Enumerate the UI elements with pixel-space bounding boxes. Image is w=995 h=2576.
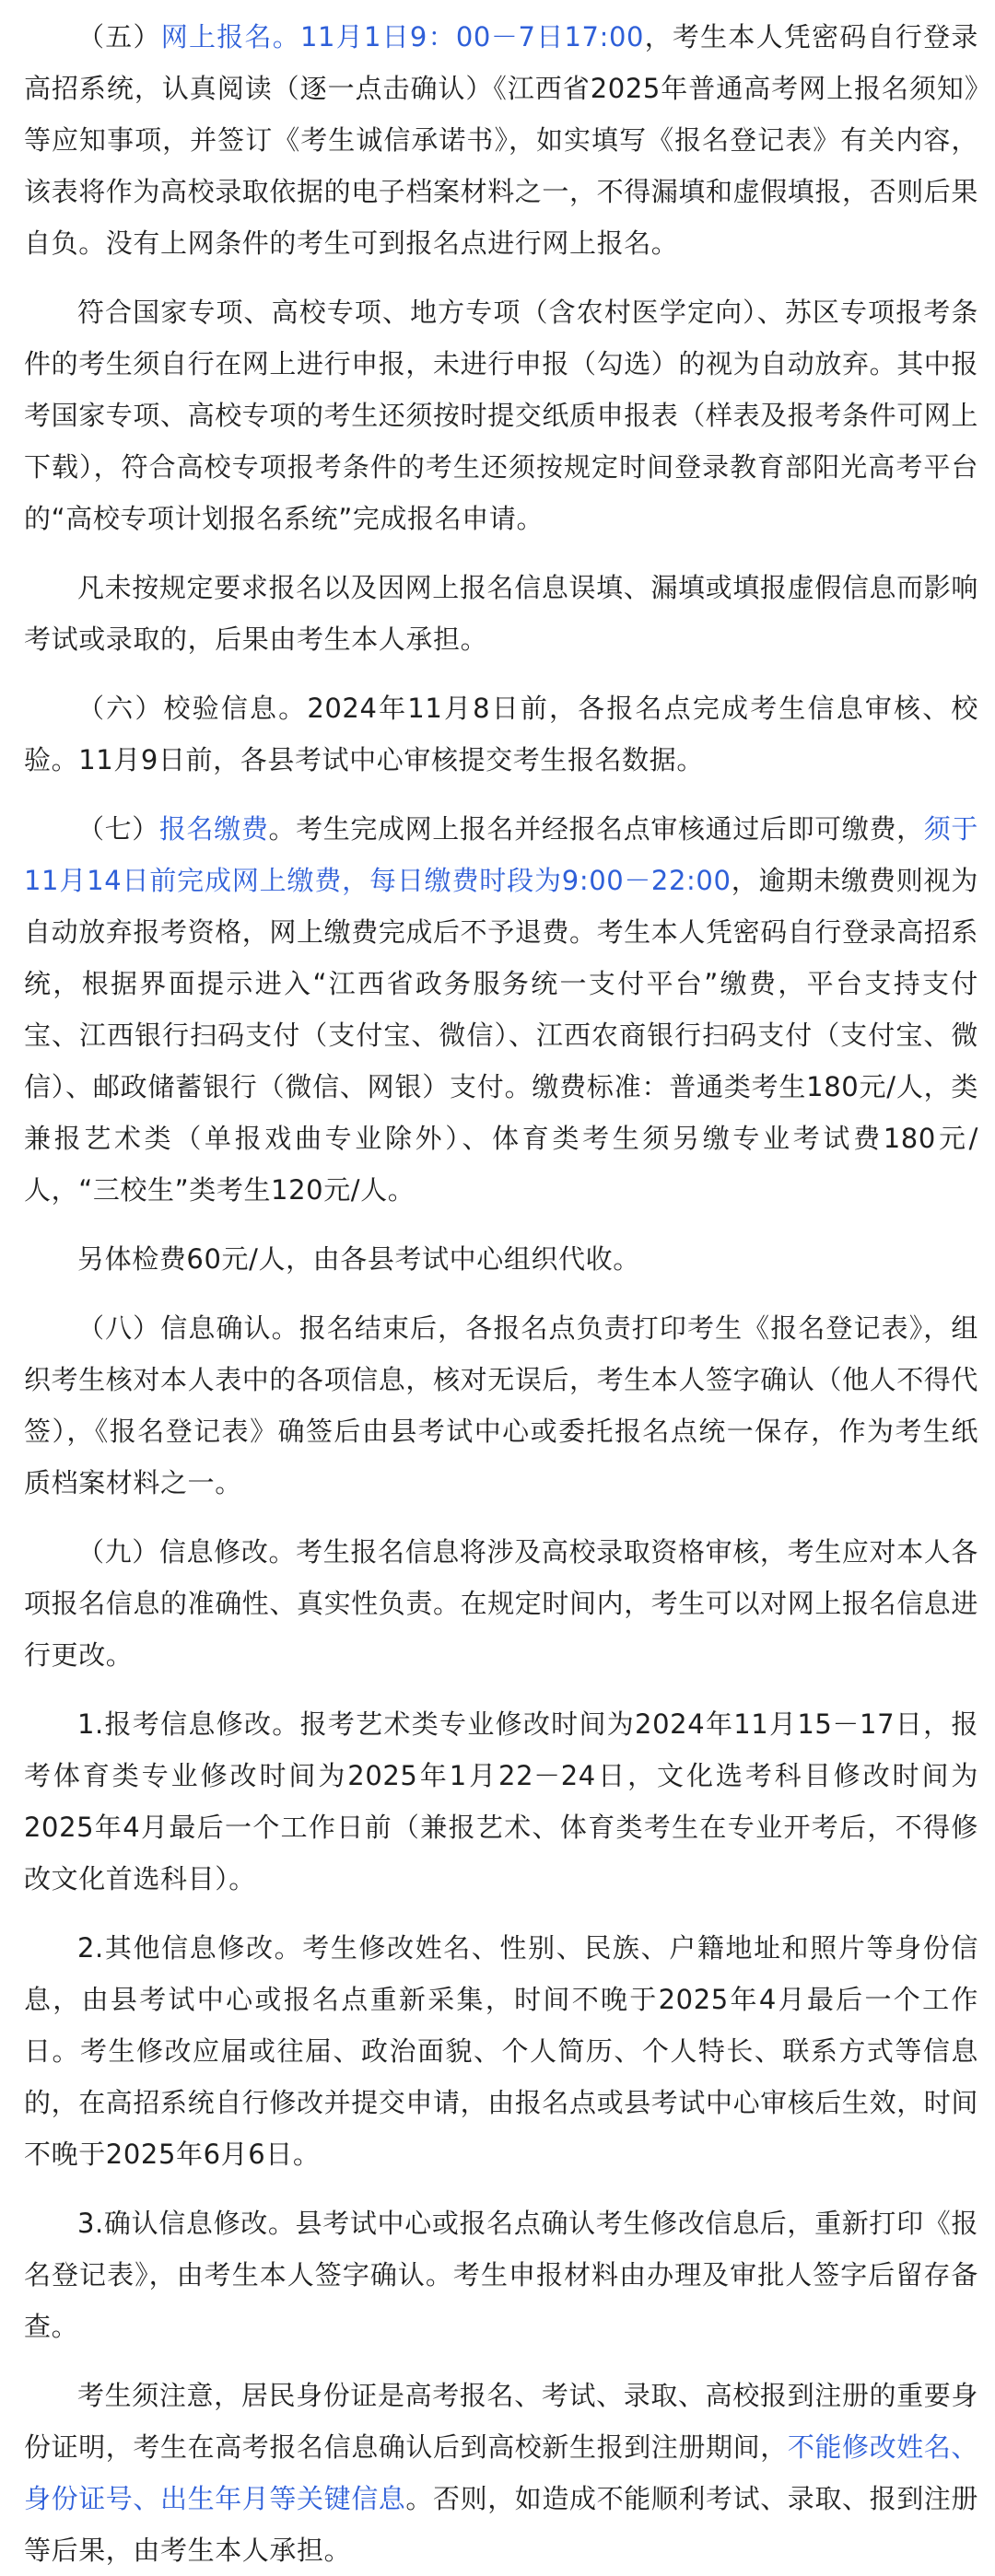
- text-segment: ，逾期未缴费则视为自动放弃报考资格，网上缴费完成后不予退费。考生本人凭密码自行登录高招系统，根据界面提示进入“江西省政务服务统一支付平台”缴费，平台支持支付宝、江西银行扫码支付（支付宝、微信）、江西农商银行扫码支付（支付宝、微信）、邮政储蓄银行（微信、网银）支付。缴费标准：普通类考生180元/人，类兼报艺术类（单报戏曲专业除外）、体育类考生须另缴专业考试费180元/人，“三校生”类考生120元/人。: [24, 865, 979, 1206]
- text-segment: 1.报考信息修改。报考艺术类专业修改时间为2024年11月15－17日，报考体育类专业修改时间为2025年1月22－24日，文化选考科目修改时间为2025年4月最后一个工作日前（兼报艺术、体育类考生在专业开考后，不得修改文化首选科目）。: [24, 1708, 978, 1894]
- paragraph-id-card-notice: [24, 2370, 978, 2576]
- text-segment: ，考生本人凭密码自行登录高招系统，认真阅读（逐一点击确认）《江西省2025年普通高考网上报名须知》等应知事项，并签订《考生诚信承诺书》，如实填写《报名登记表》有关内容，该表将作为高校录取依据的电子档案材料之一，不得漏填和虚假填报，否则后果自负。没有上网条件的考生可到报名点进行网上报名。: [24, 21, 979, 259]
- article-body: [24, 11, 978, 2576]
- text-segment: （八）信息确认。报名结束后，各报名点负责打印考生《报名登记表》，组织考生核对本人表中的各项信息，核对无误后，考生本人签字确认（他人不得代签），《报名登记表》确签后由县考试中心或委托报名点统一保存，作为考生纸质档案材料之一。: [24, 1312, 979, 1498]
- paragraph-liability: [24, 562, 978, 665]
- paragraph-modify-other: [24, 1922, 978, 2180]
- text-segment: （七）: [77, 813, 159, 845]
- text-segment: 考生须注意，居民身份证是高考报名、考试、录取、高校报到注册的重要身份证明，考生在高考报名信息确认后到高校新生报到注册期间，: [24, 2380, 978, 2463]
- paragraph-info-confirmation: [24, 1302, 978, 1509]
- paragraph-medical-fee: [24, 1233, 978, 1285]
- paragraph-confirm-modification: [24, 2197, 978, 2352]
- text-segment: 3.确认信息修改。县考试中心或报名点确认考生修改信息后，重新打印《报名登记表》，由考生本人签字确认。考生申报材料由办理及审批人签字后留存备查。: [24, 2208, 978, 2342]
- text-segment: （九）信息修改。考生报名信息将涉及高校录取资格审核，考生应对本人各项报名信息的准确性、真实性负责。在规定时间内，考生可以对网上报名信息进行更改。: [24, 1536, 979, 1671]
- text-segment: （六）校验信息。2024年11月8日前，各报名点完成考生信息审核、校验。11月9日前，各县考试中心审核提交考生报名数据。: [24, 693, 978, 775]
- highlight-payment-deadline: 须于11月14日前完成网上缴费，每日缴费时段为9:00－22:00: [24, 813, 978, 896]
- text-segment: 。否则，如造成不能顺利考试、录取、报到注册等后果，由考生本人承担。: [24, 2483, 979, 2566]
- paragraph-verify-info: [24, 682, 978, 786]
- text-segment: （五）: [77, 21, 161, 52]
- text-segment: 。考生完成网上报名并经报名点审核通过后即可缴费，: [268, 813, 924, 845]
- highlight-registration-period: 网上报名。11月1日9：00－7日17:00: [160, 21, 645, 52]
- paragraph-payment: [24, 803, 978, 1216]
- paragraph-online-registration: [24, 11, 978, 269]
- paragraph-info-modification: [24, 1526, 978, 1681]
- text-segment: 符合国家专项、高校专项、地方专项（含农村医学定向）、苏区专项报考条件的考生须自行在网上进行申报，未进行申报（勾选）的视为自动放弃。其中报考国家专项、高校专项的考生还须按时提交纸质申报表（样表及报考条件可网上下载），符合高校专项报考条件的考生还须按规定时间登录教育部阳光高考平台的“高校专项计划报名系统”完成报名申请。: [24, 297, 979, 534]
- highlight-payment-title: 报名缴费: [158, 813, 269, 845]
- highlight-key-info: 不能修改姓名、身份证号、出生年月等关键信息: [24, 2431, 979, 2514]
- text-segment: 另体检费60元/人，由各县考试中心组织代收。: [77, 1243, 640, 1275]
- paragraph-modify-application: [24, 1698, 978, 1905]
- text-segment: 2.其他信息修改。考生修改姓名、性别、民族、户籍地址和照片等身份信息，由县考试中心或报名点重新采集，时间不晚于2025年4月最后一个工作日。考生修改应届或往届、政治面貌、个人简历、个人特长、联系方式等信息的，在高招系统自行修改并提交申请，由报名点或县考试中心审核后生效，时间不晚于2025年6月6日。: [24, 1932, 979, 2170]
- paragraph-special-programs: [24, 286, 978, 544]
- text-segment: 凡未按规定要求报名以及因网上报名信息误填、漏填或填报虚假信息而影响考试或录取的，后果由考生本人承担。: [24, 572, 978, 655]
